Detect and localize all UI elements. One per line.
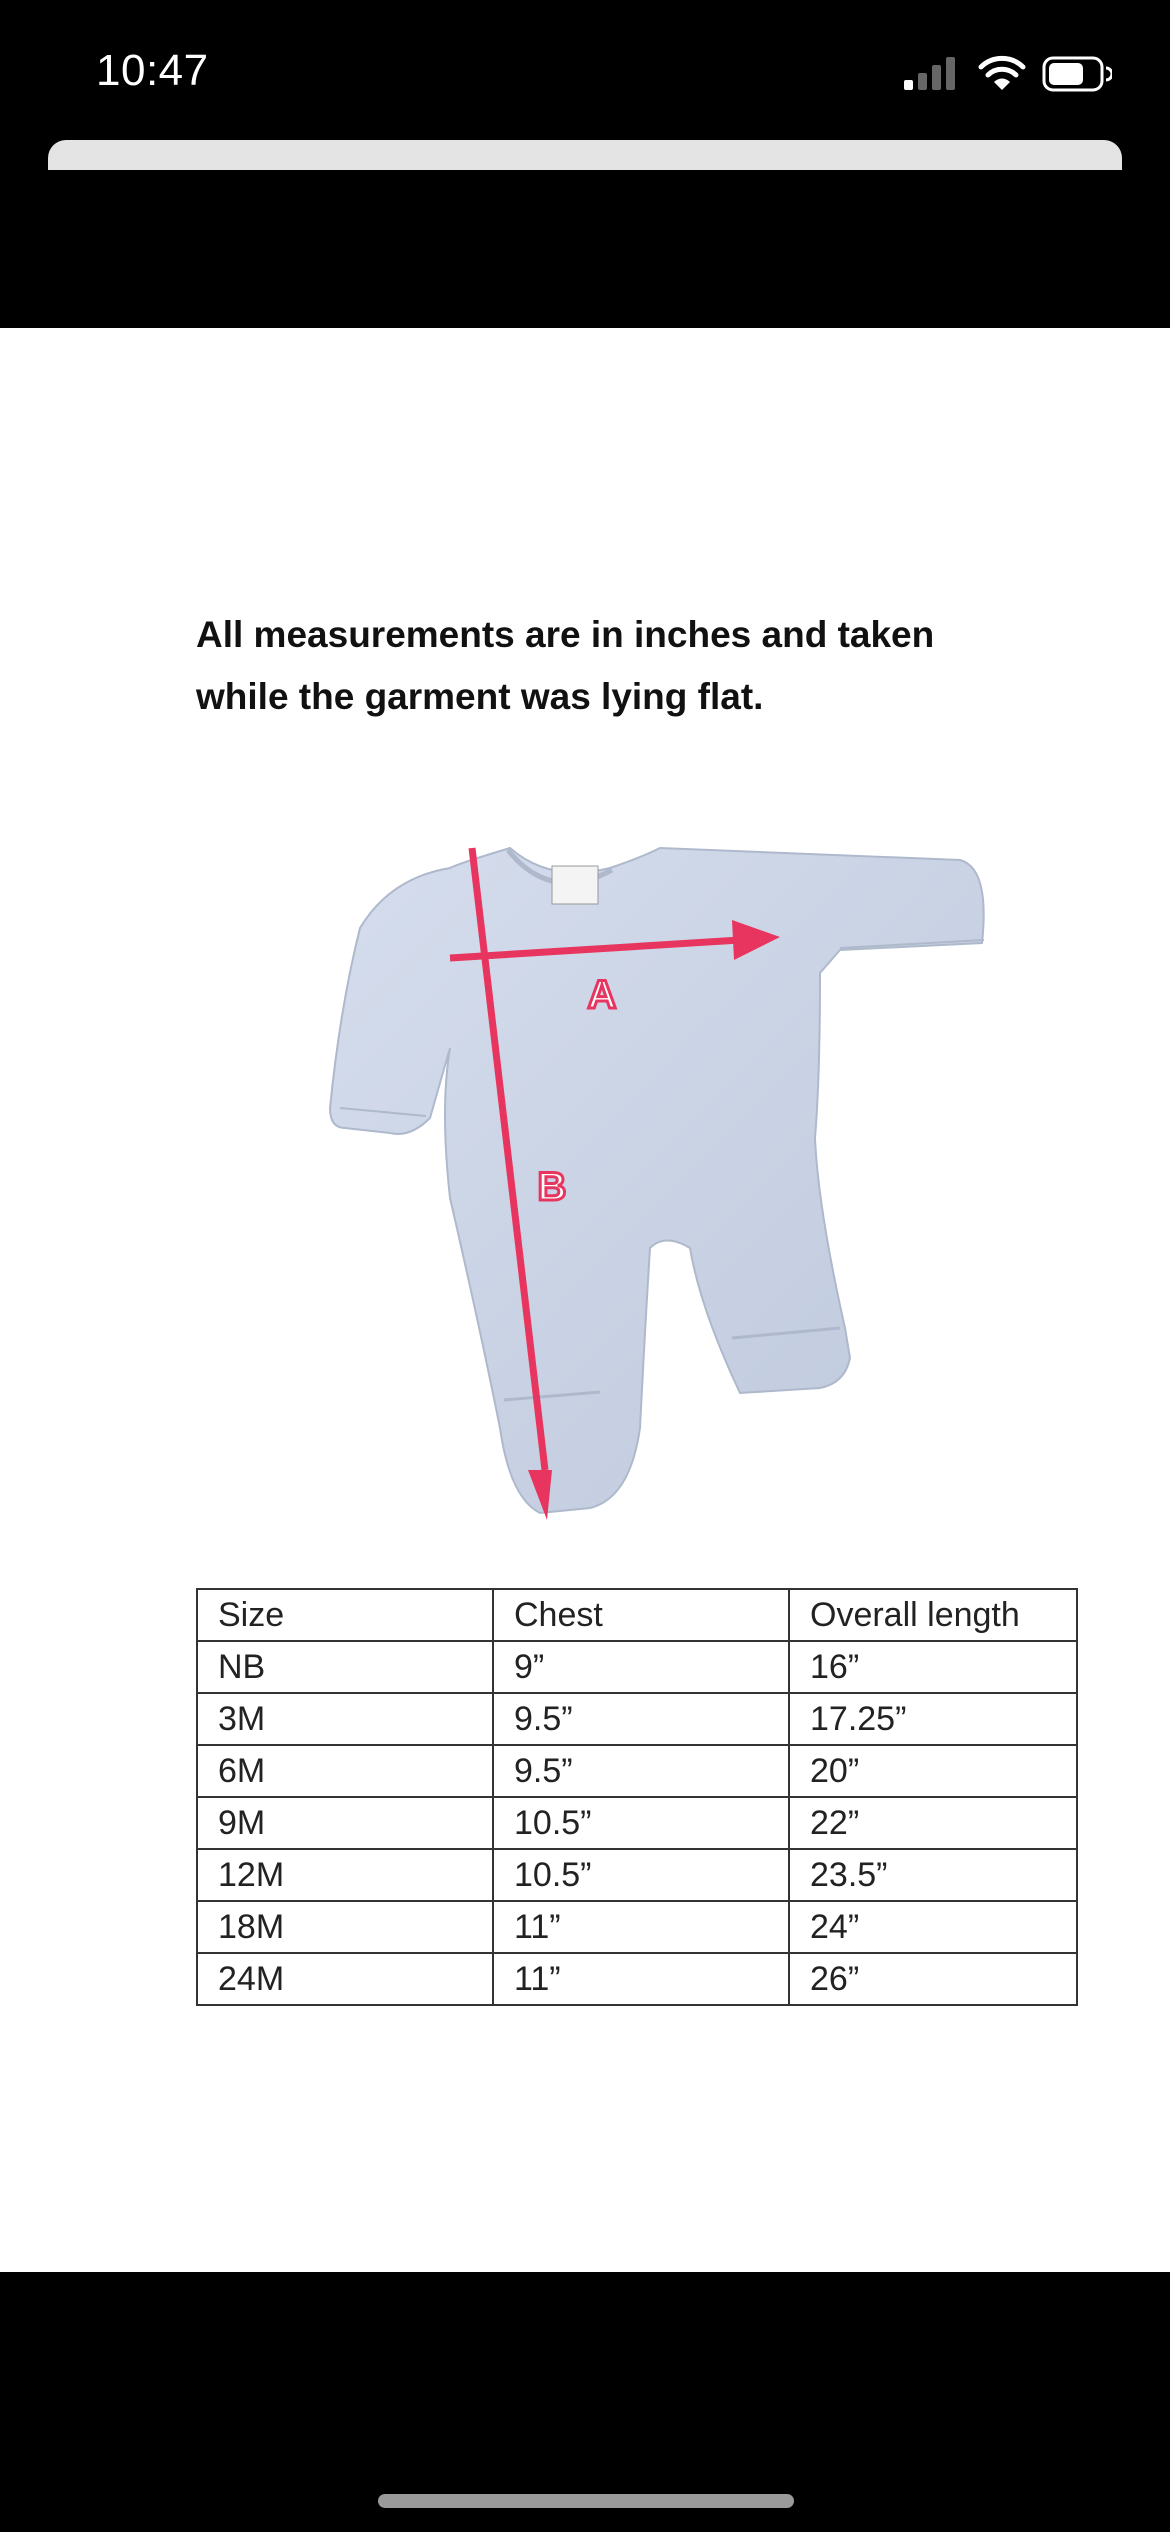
wifi-icon	[978, 54, 1026, 92]
table-row	[197, 1797, 1077, 1849]
arrow-a-label: A	[587, 973, 617, 1017]
header-size: Size	[197, 1589, 493, 1641]
chest-cell: 9”	[493, 1641, 789, 1693]
header-chest: Chest	[493, 1589, 789, 1641]
sheet-top-edge[interactable]	[48, 140, 1122, 170]
table-row	[197, 1901, 1077, 1953]
length-cell: 20”	[789, 1745, 1077, 1797]
romper-diagram	[300, 808, 1020, 1608]
image-viewer	[0, 328, 1170, 2272]
measurement-caption	[196, 604, 1016, 728]
status-bar	[0, 0, 1170, 150]
table-row	[197, 1745, 1077, 1797]
chest-cell: 11”	[493, 1901, 789, 1953]
home-indicator[interactable]	[378, 2494, 794, 2508]
table-row	[197, 1953, 1077, 2005]
status-time: 10:47	[96, 46, 209, 95]
caption-line-1: All measurements are in inches and taken	[196, 614, 935, 655]
table-row	[197, 1849, 1077, 1901]
table-row	[197, 1693, 1077, 1745]
table-row	[197, 1641, 1077, 1693]
length-cell: 23.5”	[789, 1849, 1077, 1901]
size-cell: 9M	[197, 1797, 493, 1849]
size-cell: 12M	[197, 1849, 493, 1901]
table-header-row	[197, 1589, 1077, 1641]
chest-cell: 9.5”	[493, 1693, 789, 1745]
length-cell: 17.25”	[789, 1693, 1077, 1745]
signal-icon	[902, 56, 962, 92]
size-cell: 24M	[197, 1953, 493, 2005]
size-chart-table	[196, 1588, 1078, 2006]
battery-icon	[1042, 56, 1112, 92]
length-cell: 16”	[789, 1641, 1077, 1693]
caption-line-2: while the garment was lying flat.	[196, 676, 764, 717]
chest-cell: 9.5”	[493, 1745, 789, 1797]
size-cell: 6M	[197, 1745, 493, 1797]
size-cell: NB	[197, 1641, 493, 1693]
size-cell: 18M	[197, 1901, 493, 1953]
chest-cell: 11”	[493, 1953, 789, 2005]
length-cell: 24”	[789, 1901, 1077, 1953]
length-cell: 22”	[789, 1797, 1077, 1849]
header-overall-length: Overall length	[789, 1589, 1077, 1641]
size-cell: 3M	[197, 1693, 493, 1745]
arrow-b-label: B	[537, 1165, 567, 1209]
chest-cell: 10.5”	[493, 1849, 789, 1901]
length-cell: 26”	[789, 1953, 1077, 2005]
chest-cell: 10.5”	[493, 1797, 789, 1849]
